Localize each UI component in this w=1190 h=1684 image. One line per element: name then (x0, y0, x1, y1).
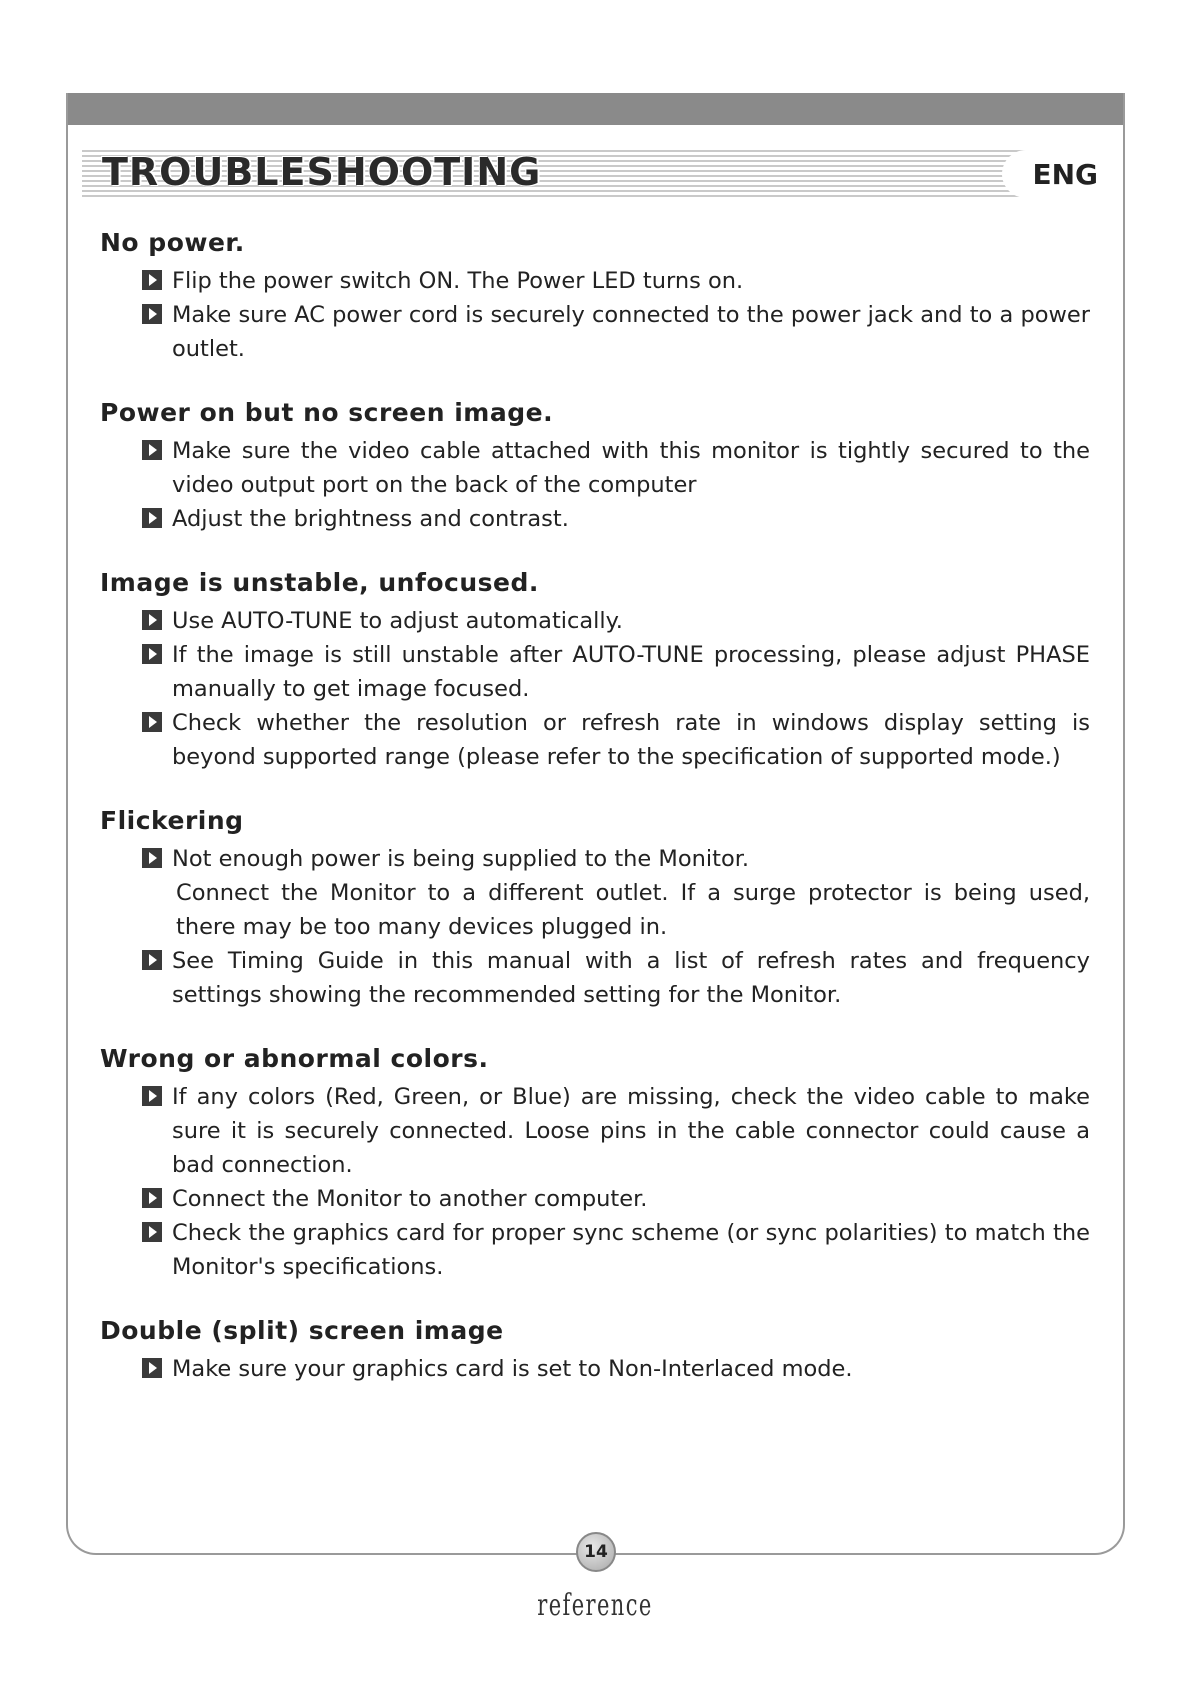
section-no-screen-image (100, 396, 1090, 536)
language-label: ENG (1032, 158, 1098, 191)
list-item-continuation: Connect the Monitor to a different outlet. If a surge protector is being used, there may be too many devices plugged in. (176, 880, 1090, 940)
arrow-bullet-icon (142, 712, 162, 732)
page-title: TROUBLESHOOTING (102, 150, 542, 194)
list-item: Adjust the brightness and contrast. (100, 502, 1090, 536)
list-item: Check the graphics card for proper sync scheme (or sync polarities) to match the Monitor's specifications. (100, 1216, 1090, 1284)
section-heading: No power. (100, 228, 245, 257)
section-heading: Double (split) screen image (100, 1316, 504, 1345)
list-item: Make sure AC power cord is securely connected to the power jack and to a power outlet. (100, 298, 1090, 366)
arrow-bullet-icon (142, 1222, 162, 1242)
list-item: Make sure the video cable attached with this monitor is tightly secured to the video output port on the back of the computer (100, 434, 1090, 502)
arrow-bullet-icon (142, 1358, 162, 1378)
list-item: Flip the power switch ON. The Power LED turns on. (100, 264, 1090, 298)
arrow-bullet-icon (142, 1188, 162, 1208)
section-double-image (100, 1314, 1090, 1386)
list-item: If any colors (Red, Green, or Blue) are missing, check the video cable to make sure it is securely connected. Loose pins in the cable connector could cause a bad connection. (100, 1080, 1090, 1182)
section-heading: Power on but no screen image. (100, 398, 554, 427)
list-item: Make sure your graphics card is set to Non-Interlaced mode. (100, 1352, 1090, 1386)
footer-label: reference (537, 1588, 653, 1623)
list-item: See Timing Guide in this manual with a list of refresh rates and frequency settings showing the recommended setting for the Monitor. (100, 944, 1090, 1012)
arrow-bullet-icon (142, 304, 162, 324)
section-flickering (100, 804, 1090, 1012)
list-item: Use AUTO-TUNE to adjust automatically. (100, 604, 1090, 638)
arrow-bullet-icon (142, 644, 162, 664)
arrow-bullet-icon (142, 610, 162, 630)
arrow-bullet-icon (142, 848, 162, 868)
arrow-bullet-icon (142, 1086, 162, 1106)
section-heading: Wrong or abnormal colors. (100, 1044, 489, 1073)
section-header (82, 146, 1112, 204)
arrow-bullet-icon (142, 508, 162, 528)
list-item: Connect the Monitor to another computer. (100, 1182, 1090, 1216)
list-item: Not enough power is being supplied to the Monitor. (100, 842, 1090, 876)
section-unstable-image (100, 566, 1090, 774)
section-heading: Flickering (100, 806, 244, 835)
troubleshooting-content (100, 226, 1090, 1416)
page-number-badge: 14 (576, 1532, 616, 1572)
arrow-bullet-icon (142, 440, 162, 460)
arrow-bullet-icon (142, 270, 162, 290)
section-wrong-colors (100, 1042, 1090, 1284)
list-item: If the image is still unstable after AUTO-TUNE processing, please adjust PHASE manually to get image focused. (100, 638, 1090, 706)
arrow-bullet-icon (142, 950, 162, 970)
list-item: Check whether the resolution or refresh rate in windows display setting is beyond supported range (please refer to the specification of supported mode.) (100, 706, 1090, 774)
section-heading: Image is unstable, unfocused. (100, 568, 539, 597)
section-no-power (100, 226, 1090, 366)
